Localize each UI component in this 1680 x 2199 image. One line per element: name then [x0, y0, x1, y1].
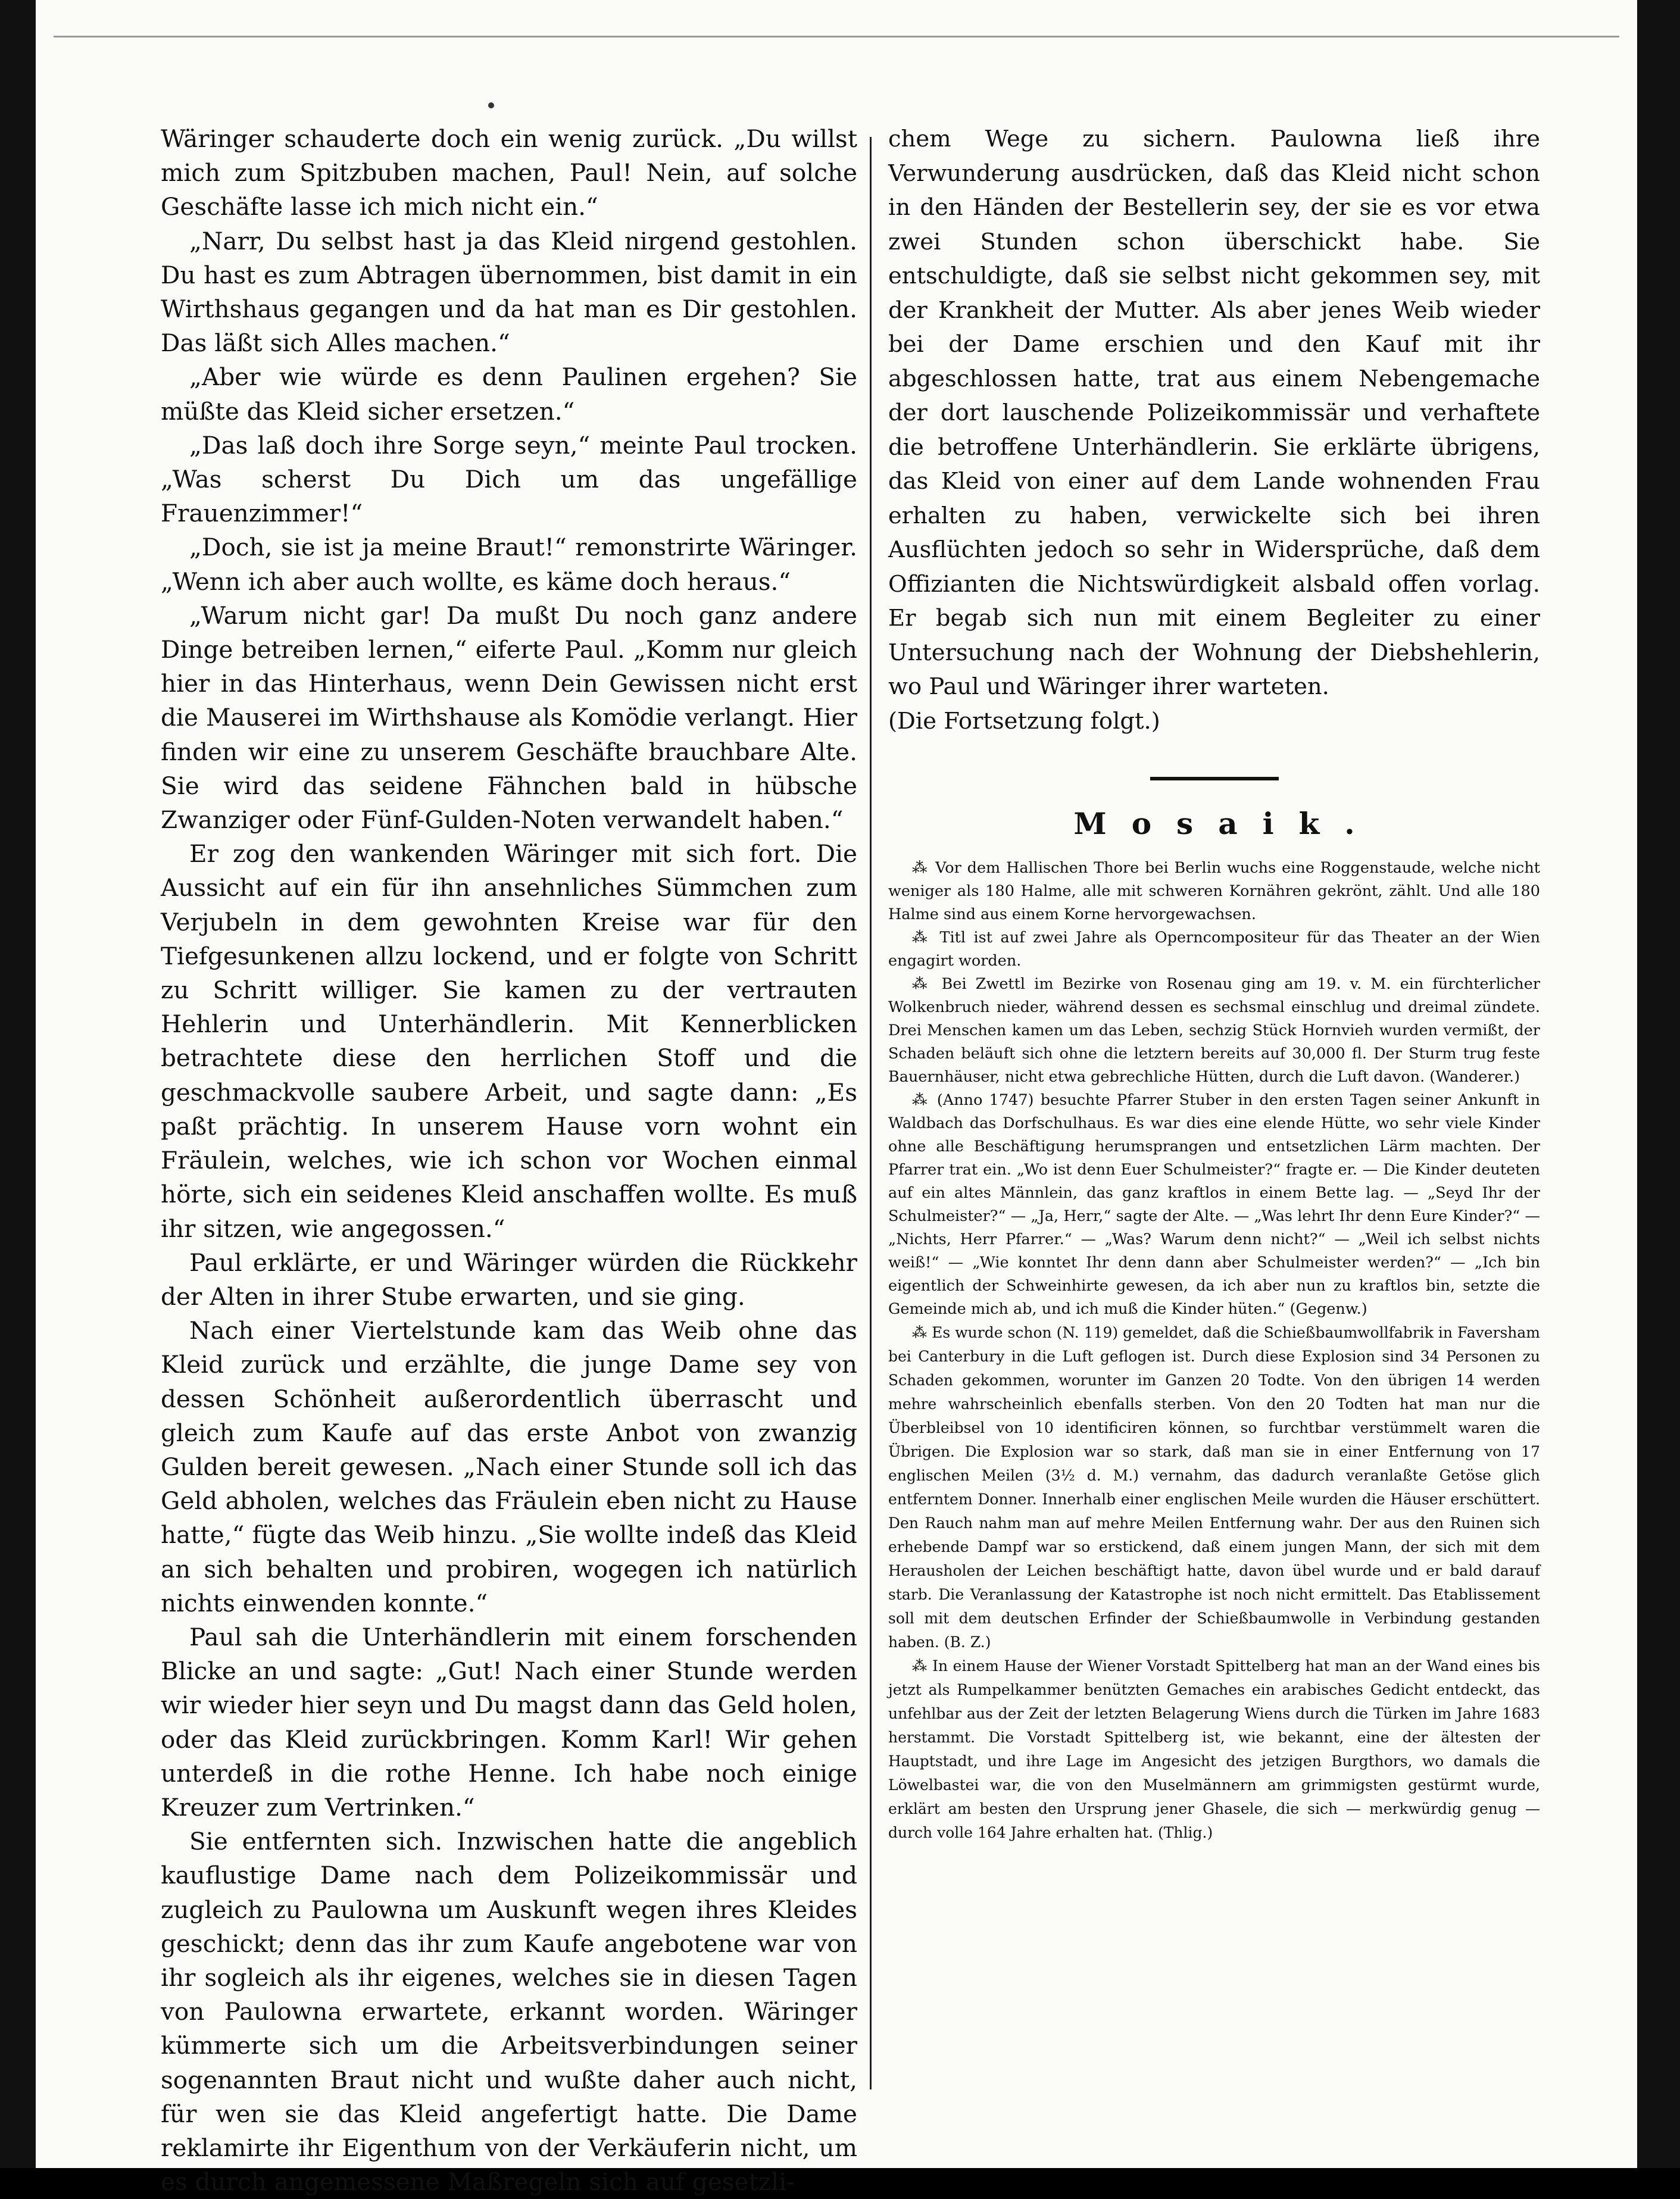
left-paragraph-3: „Aber wie würde es denn Paulinen ergehen? Sie müßte das Kleid sicher ersetzen.“ [161, 363, 857, 426]
asterism-icon: ⁂ [912, 975, 933, 993]
mosaik-item [888, 1089, 1540, 1321]
right-column [888, 122, 1540, 1845]
left-paragraph-7: Er zog den wankenden Wäringer mit sich fort. Die Aussicht auf ein für ihn ansehnliches Sümmchen zum Verjubeln in dem gewohnten Kreise war für den Tiefgesunkenen allzu lockend, und er folgte von Schritt zu Schritt williger. Sie kamen zu der vertrauten Hehlerin und Unterhändlerin. Mit Kennerblicken betrachtete diese den herrlichen Stoff und die geschmackvolle saubere Arbeit, und sagte dann: „Es paßt prächtig. In unserem Hause vorn wohnt ein Fräulein, welches, wie ich schon vor Wochen einmal hörte, sich ein seidenes Kleid anschaffen wollte. Es muß ihr sitzen, wie angegossen.“ [161, 839, 857, 1243]
asterism-icon: ⁂ [912, 929, 932, 947]
mosaik-item [888, 973, 1540, 1089]
continuation-note: (Die Fortsetzung folgt.) [888, 707, 1160, 735]
top-page-rule [54, 36, 1619, 38]
left-paragraph-6: „Warum nicht gar! Da mußt Du noch ganz andere Dinge betreiben lernen,“ eiferte Paul. „Komm nur gleich hier in das Hinterhaus, wenn Dein Gewissen nicht erst die Mauserei im Wirthshause als Komödie verlangt. Hier finden wir eine zu unserem Geschäfte brauchbare Alte. Sie wird das seidene Fähnchen bald in hübsche Zwanziger oder Fünf-Gulden-Noten verwandelt haben.“ [161, 601, 857, 835]
column-divider [870, 137, 872, 2089]
asterism-icon: ⁂ [912, 1324, 928, 1341]
mosaik-item-text: Vor dem Hallischen Thore bei Berlin wuchs eine Roggenstaude, welche nicht weniger als 180 Halme, alle mit schweren Kornähren gekrönt, zählt. Und alle 180 Halme sind aus einem Korne hervorgewachsen. [888, 859, 1541, 923]
mosaik-item-text: (Anno 1747) besuchte Pfarrer Stuber in den ersten Tagen seiner Ankunft in Waldbach das Dorfschulhaus. Es war dies eine elende Hütte, wo sehr viele Kinder ohne alle Beschäftigung herumsprangen und entsetzlichen Lärm machten. Der Pfarrer trat ein. „Wo ist denn Euer Schulmeister?“ fragte er. — Die Kinder deuteten auf ein altes Männlein, das ganz kraftlos in einem Bette lag. — „Seyd Ihr der Schulmeister?“ — „Ja, Herr,“ sagte der Alte. — „Was lehrt Ihr denn Eure Kinder?“ — „Nichts, Herr Pfarrer.“ — „Was? Warum denn nicht?“ — „Weil ich selbst nichts weiß!“ — „Wie konntet Ihr denn dann aber Schulmeister werden?“ — „Ich bin eigentlich der Schweinhirte gewesen, da ich aber nun zu kraftlos bin, setzte die Gemeinde mich ab, und ich muß die Kinder hüten.“ (Gegenw.) [888, 1091, 1540, 1318]
left-paragraph-8: Paul erklärte, er und Wäringer würden die Rückkehr der Alten in ihrer Stube erwarten, und sie ging. [161, 1248, 857, 1311]
mosaik-item-text: Bei Zwettl im Bezirke von Rosenau ging am 19. v. M. ein fürchterlicher Wolkenbruch nieder, während dessen es sechsmal einschlug und dreimal zündete. Drei Menschen kamen um das Leben, sechzig Stück Hornvieh wurden vermißt, der Schaden beläuft sich ohne die letztern bereits auf 30,000 fl. Der Sturm trug feste Bauernhäuser, nicht etwa gebrechliche Hütten, durch die Luft davon. (Wanderer.) [888, 975, 1541, 1086]
mosaik-heading: Mosaik. [1073, 806, 1380, 841]
left-paragraph-2: „Narr, Du selbst hast ja das Kleid nirgend gestohlen. Du hast es zum Abtragen übernommen, bist damit in ein Wirthshaus gegangen und da hat man es Dir gestohlen. Das läßt sich Alles machen.“ [161, 226, 857, 358]
mosaik-item [888, 926, 1540, 973]
mosaik-item [888, 1654, 1540, 1845]
scan-left-edge [0, 0, 36, 2168]
mosaik-item-text: In einem Hause der Wiener Vorstadt Spittelberg hat man an der Wand eines bis jetzt als Rumpelkammer benützten Gemaches ein arabisches Gedicht entdeckt, das unfehlbar aus der Zeit der letzten Belagerung Wiens durch die Türken im Jahre 1683 herstammt. Die Vorstadt Spittelberg ist, wie bekannt, eine der ältesten der Hauptstadt, und ihre Lage im Angesicht des jetzigen Burgthors, wo damals die Löwelbastei war, die von den Muselmännern am grimmigsten gestürmt wurde, erklärt am besten den Ursprung jener Ghasele, die sich — merkwürdig genug — durch volle 164 Jahre erhalten hat. (Thlig.) [888, 1657, 1540, 1841]
left-paragraph-4: „Das laß doch ihre Sorge seyn,“ meinte Paul trocken. „Was scherst Du Dich um das ungefällige Frauenzimmer!“ [161, 430, 857, 528]
asterism-icon: ⁂ [912, 1091, 930, 1109]
left-paragraph-1: Wäringer schauderte doch ein wenig zurück. „Du willst mich zum Spitzbuben machen, Paul! Nein, auf solche Geschäfte lasse ich mich nicht ein.“ [161, 124, 857, 221]
left-paragraph-10: Paul sah die Unterhändlerin mit einem forschenden Blicke an und sagte: „Gut! Nach einer Stunde werden wir wieder hier seyn und Du magst dann das Geld holen, oder das Kleid zurückbringen. Komm Karl! Wir gehen unterdeß in die rothe Henne. Ich habe noch einige Kreuzer zum Vertrinken.“ [161, 1622, 857, 1822]
asterism-icon: ⁂ [912, 1657, 928, 1675]
left-paragraph-11: Sie entfernten sich. Inzwischen hatte die angeblich kauflustige Dame nach dem Polizeikommissär und zugleich zu Paulowna um Auskunft wegen ihres Kleides geschickt; denn das ihr zum Kaufe angebotene war von ihr sogleich als ihr eigenes, welches sie in diesen Tagen von Paulowna erwartete, erkannt worden. Wäringer kümmerte sich um die Arbeitsverbindungen seiner sogenannten Braut nicht und wußte daher auch nicht, für wen sie das Kleid angefertigt hatte. Die Dame reklamirte ihr Eigenthum von der Verkäuferin nicht, um es durch angemessene Maßregeln sich auf gesetzli- [161, 1827, 857, 2197]
mosaik-item-text: Titl ist auf zwei Jahre als Operncompositeur für das Theater an der Wien engagirt worden. [888, 929, 1541, 970]
ink-dot [488, 102, 494, 108]
left-paragraph-9: Nach einer Viertelstunde kam das Weib ohne das Kleid zurück und erzählte, die junge Dame sey von dessen Schönheit außerordentlich überrascht und gleich zum Kaufe auf das erste Anbot von zwanzig Gulden bereit gewesen. „Nach einer Stunde soll ich das Geld abholen, welches das Fräulein eben nicht zu Hause hatte,“ fügte das Weib hinzu. „Sie wollte indeß das Kleid an sich behalten und probiren, wogegen ich natürlich nichts einwenden konnte.“ [161, 1316, 857, 1617]
left-paragraph-5: „Doch, sie ist ja meine Braut!“ remonstrirte Wäringer. „Wenn ich aber auch wollte, es käme doch heraus.“ [161, 533, 857, 596]
mosaik-item [888, 1321, 1540, 1654]
asterism-icon: ⁂ [912, 859, 930, 877]
newspaper-page [36, 0, 1637, 2197]
mosaik-item-text: Es wurde schon (N. 119) gemeldet, daß die Schießbaumwollfabrik in Faversham bei Canterbury in die Luft geflogen ist. Durch diese Explosion sind 34 Personen zu Schaden gekommen, worunter im Ganzen 20 Todte. Von den übrigen 14 werden mehre wahrscheinlich ebenfalls sterben. Von den 20 Todten hat man nur die Überbleibsel von 10 identificiren können, so furchtbar verstümmelt waren die Übrigen. Die Explosion war so stark, daß man sie in einer Entfernung von 17 englischen Meilen (3½ d. M.) vernahm, das dadurch veranlaßte Getöse glich entferntem Donner. Innerhalb einer englischen Meile wurden die Häuser erschüttert. Den Rauch nahm man auf mehre Meilen Entfernung wahr. Der aus den Ruinen sich erhebende Dampf war so erstickend, daß einem jungen Mann, der sich mit dem Herausholen der Leichen beschäftigt hatte, davon übel wurde und er bald darauf starb. Die Veranlassung der Katastrophe ist noch nicht ermittelt. Das Etablissement soll mit dem deutschen Erfinder der Schießbaumwolle in Verbindung gestanden haben. (B. Z.) [888, 1324, 1541, 1651]
story-paragraph: chem Wege zu sichern. Paulowna ließ ihre Verwunderung ausdrücken, daß das Kleid nicht schon in den Händen der Bestellerin sey, der sie es vor etwa zwei Stunden schon überschickt habe. Sie entschuldigte, daß sie selbst nicht gekommen sey, mit der Krankheit der Mutter. Als aber jenes Weib wieder bei der Dame erschien und den Kauf mit ihr abgeschlossen hatte, trat aus einem Nebengemache der dort lauschende Polizeikommissär und verhaftete die betroffene Unterhändlerin. Sie erklärte übrigens, das Kleid von einer auf dem Lande wohnenden Frau erhalten zu haben, verwickelte sich bei ihren Ausflüchten jedoch so sehr in Widersprüche, daß dem Offizianten die Nichtswürdigkeit alsbald offen vorlag. Er begab sich nun mit einem Begleiter zu einer Untersuchung nach der Wohnung der Diebshehlerin, wo Paul und Wäringer ihrer warteten. [888, 126, 1540, 700]
story-continuation [888, 122, 1540, 738]
left-column [161, 122, 857, 2199]
section-separator [1150, 777, 1279, 780]
mosaik-item [888, 857, 1540, 926]
scan-right-edge [1637, 0, 1680, 2168]
